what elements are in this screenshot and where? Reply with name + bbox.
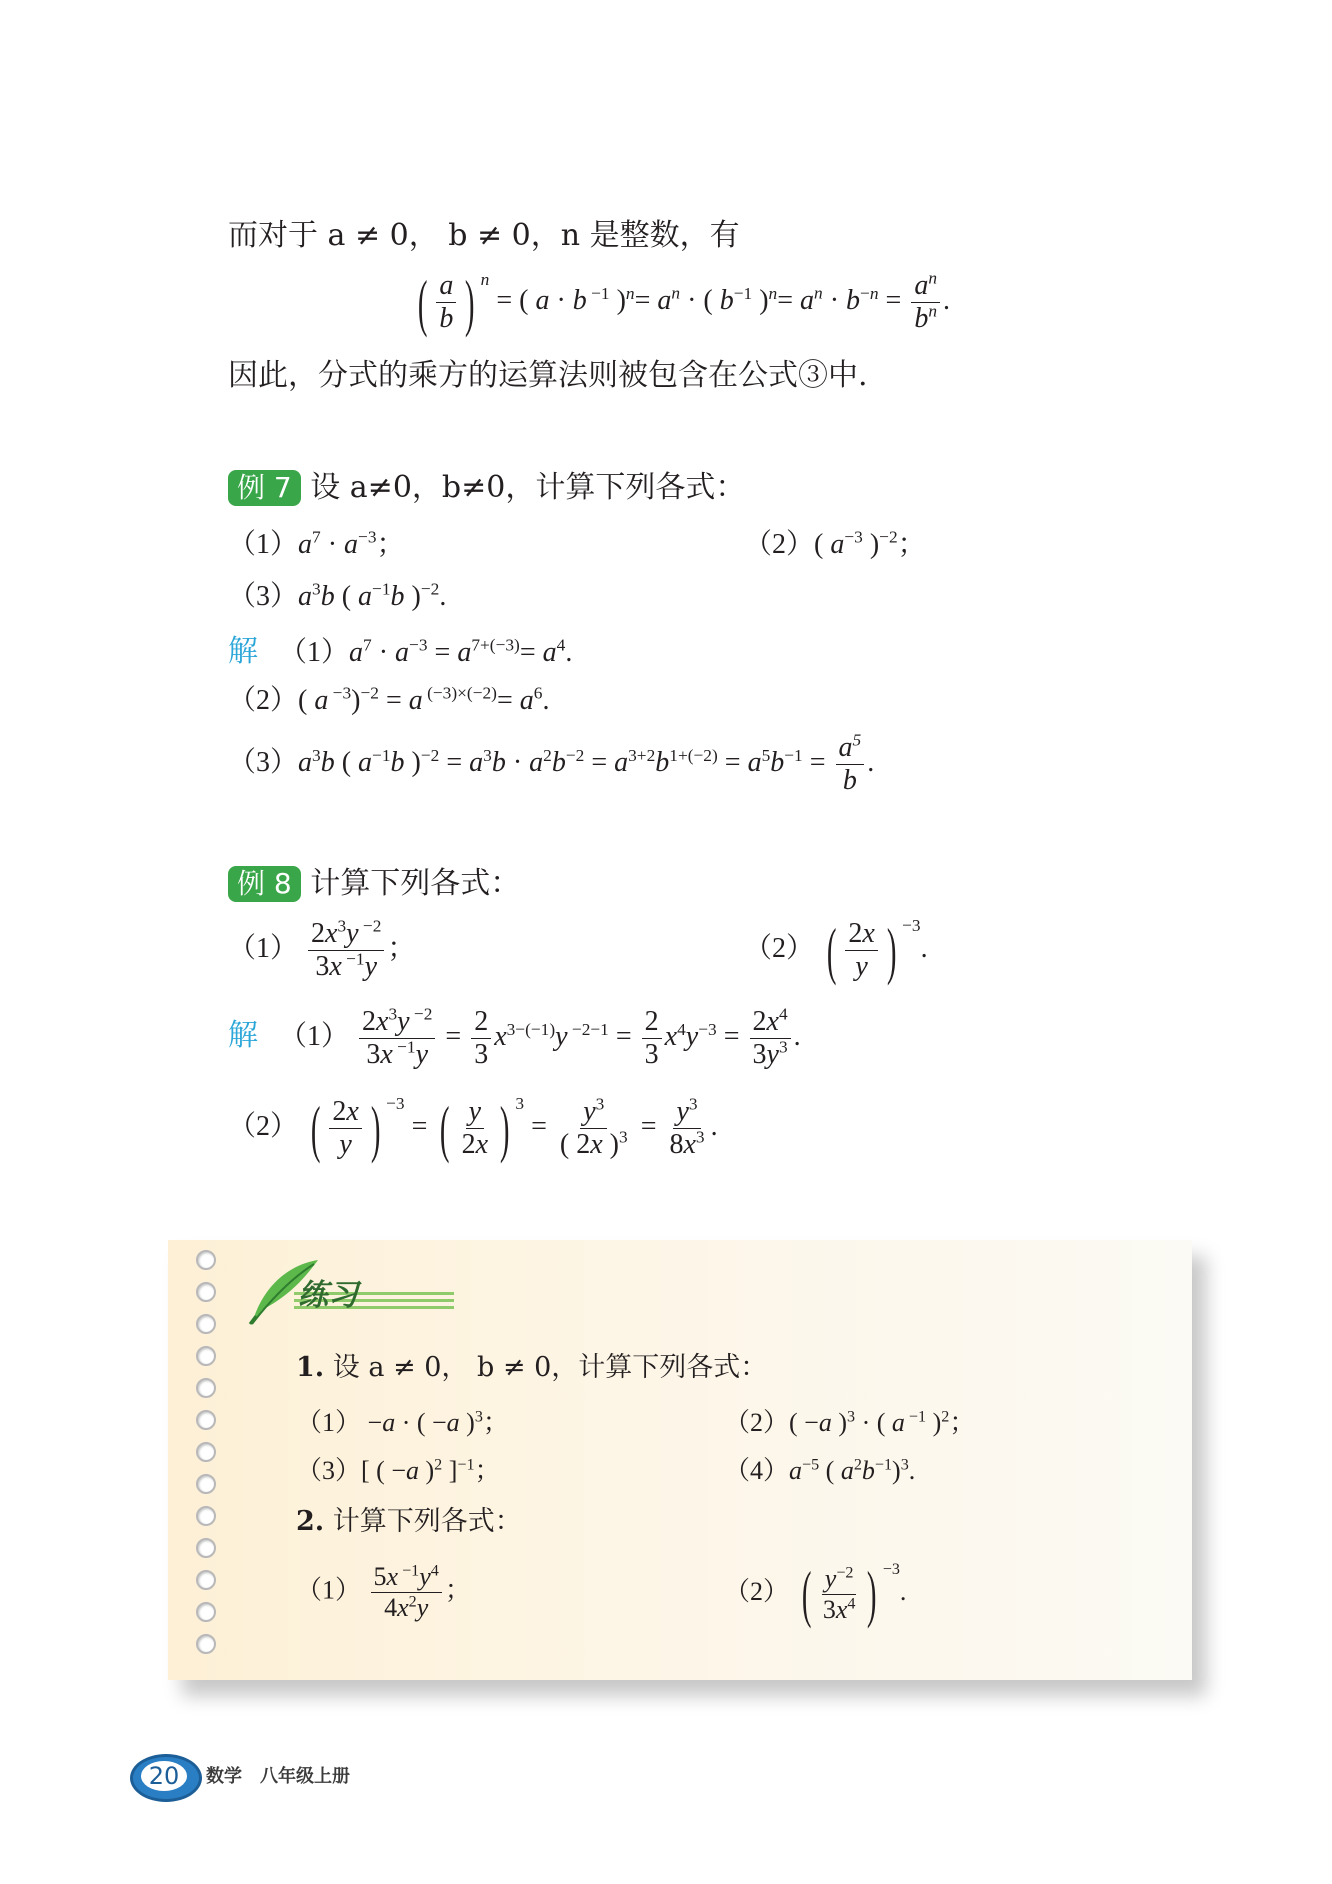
ex8-problem-1: （1） $\frac{2x^3y ^{-2}}{3x ^{-1}y}$ ； <box>228 916 416 983</box>
example8-prompt: 计算下列各式： <box>310 866 521 901</box>
intro-line: 而对于 a ≠ 0， b ≠ 0，n 是整数，有 <box>228 218 740 253</box>
q2-item-2: （2） ( $\frac{y^{-2}}{3x^4}$ ) $^{-3}$. <box>724 1558 907 1629</box>
ex8-solution-1: 解 （1） $\frac{2x^3y ^{-2}}{3x ^{-1}y}$ = $\frac{2}{3}$ $x^{3-(-1)}y$ $^{-2-1}$ = $\frac{2}{3}$ $x^4y^{-3}$ = $\frac{2x^4}{3y^3}$ . <box>228 1004 801 1071</box>
page-number-badge <box>130 1754 202 1802</box>
example7-prompt: 设 a≠0，b≠0，计算下列各式： <box>310 470 746 505</box>
solution-label: 解 <box>228 1018 258 1054</box>
example7-heading <box>228 468 745 508</box>
example8-badge: 例 8 <box>228 866 301 902</box>
binder-hole <box>196 1346 216 1366</box>
q1-item-4: $(4)a^{-5}$ ( $a^2b^{-1})^3$. <box>724 1456 916 1485</box>
binder-hole <box>196 1570 216 1590</box>
solution-label: 解 <box>228 634 258 669</box>
footer-book-title: 数学 八年级上册 <box>206 1766 350 1787</box>
question-text: 计算下列各式： <box>332 1506 522 1537</box>
ex7-solution-2: （2）( a $^{-3}$)$^{-2}$ = a $^{(-3)\times(-2)}= a^6$. <box>228 683 550 716</box>
item-label: （3） <box>296 1456 362 1485</box>
item-label: （1） <box>296 1408 362 1437</box>
practice-q1 <box>296 1348 767 1388</box>
item-label: （2） <box>228 1111 299 1143</box>
item-label: （2） <box>724 1408 790 1437</box>
example8-heading <box>228 864 520 904</box>
practice-panel <box>168 1240 1192 1680</box>
ex7-problem-3: $(3)a^3b$ ( $a^{-1}b$ )$^{-2}$. <box>228 579 447 612</box>
practice-q2 <box>296 1502 522 1542</box>
binder-hole <box>196 1506 216 1526</box>
binder-hole <box>196 1538 216 1558</box>
question-number: 2. <box>296 1506 325 1537</box>
ex7-solution-1: 解 $(1)a^7 \cdot a^{-3} = a^{7+(-3)}= a^4$. <box>228 634 573 669</box>
binder-hole <box>196 1250 216 1270</box>
item-label: （1） <box>228 933 299 965</box>
item-label: （1） <box>228 529 299 560</box>
binder-hole <box>196 1378 216 1398</box>
binder-hole <box>196 1410 216 1430</box>
binder-hole <box>196 1314 216 1334</box>
formula-power-of-quotient: ( $\frac{a}{b}$ ) $^n$ = ( a · b $^{-1}$ )$^n= a^n$ · ( $b^{-1}$ )$^n= a^n \cdot b^{-n}$ = $\frac{a^n}{b^n}$ . <box>417 266 951 338</box>
q1-item-3: （3）[ ( −a )$^2$ ]$^{-1}$； <box>296 1456 501 1485</box>
binder-hole <box>196 1602 216 1622</box>
ex8-problem-2: （2） ( $\frac{2x}{y}$ ) $^{-3}$. <box>744 914 928 986</box>
binder-hole <box>196 1634 216 1654</box>
item-label: （3） <box>228 747 299 779</box>
item-label: （3） <box>228 581 299 612</box>
item-label: （1） <box>279 637 350 668</box>
q1-item-1: （1） −a · ( −a )$^3$； <box>296 1408 509 1437</box>
item-label: （2） <box>228 685 299 716</box>
item-label: （2） <box>744 529 815 560</box>
example7-badge: 例 7 <box>228 470 301 506</box>
item-label: （1） <box>279 1021 350 1053</box>
item-label: （1） <box>296 1575 362 1605</box>
ex7-problem-2: （2）( $a^{-3}$ )$^{-2}$； <box>744 527 926 560</box>
question-text: 设 a ≠ 0， b ≠ 0，计算下列各式： <box>332 1352 768 1383</box>
question-number: 1. <box>296 1352 325 1383</box>
practice-title: 练习 <box>298 1278 358 1313</box>
ex7-problem-1: $(1)a^7 \cdot a^{-3}$； <box>228 527 405 560</box>
q2-item-1: （1） $\frac{5x ^{-1}y^4}{4x^2y}$ ； <box>296 1562 471 1622</box>
q1-item-2: （2）( −a )$^3$ · ( a $^{-1}$ )$^2$； <box>724 1408 976 1437</box>
ex8-solution-2: （2） ( $\frac{2x}{y}$ ) $^{-3}$ = ( $\frac{y}{2x}$ ) $^3$ = $\frac{y^3}{( 2x )^3}$ = $\frac{y^3}{8x^3}$ . <box>228 1092 718 1164</box>
ex7-solution-3: $(3)a^3b$ ( $a^{-1}b$ )$^{-2} = a^3b \cdot a^2b^{-2} = a^{3+2}b^{1+(-2)} = a^5b^{-1}$ = $\frac{a^5}{b}$ . <box>228 730 875 797</box>
intro-conclusion: 因此，分式的乘方的运算法则被包含在公式③中. <box>228 358 868 393</box>
page-number: 20 <box>141 1761 187 1791</box>
binder-hole <box>196 1442 216 1462</box>
item-label: （2） <box>744 933 815 965</box>
item-label: （2） <box>724 1576 790 1606</box>
item-label: （4） <box>724 1456 790 1485</box>
binder-hole <box>196 1474 216 1494</box>
binder-hole <box>196 1282 216 1302</box>
